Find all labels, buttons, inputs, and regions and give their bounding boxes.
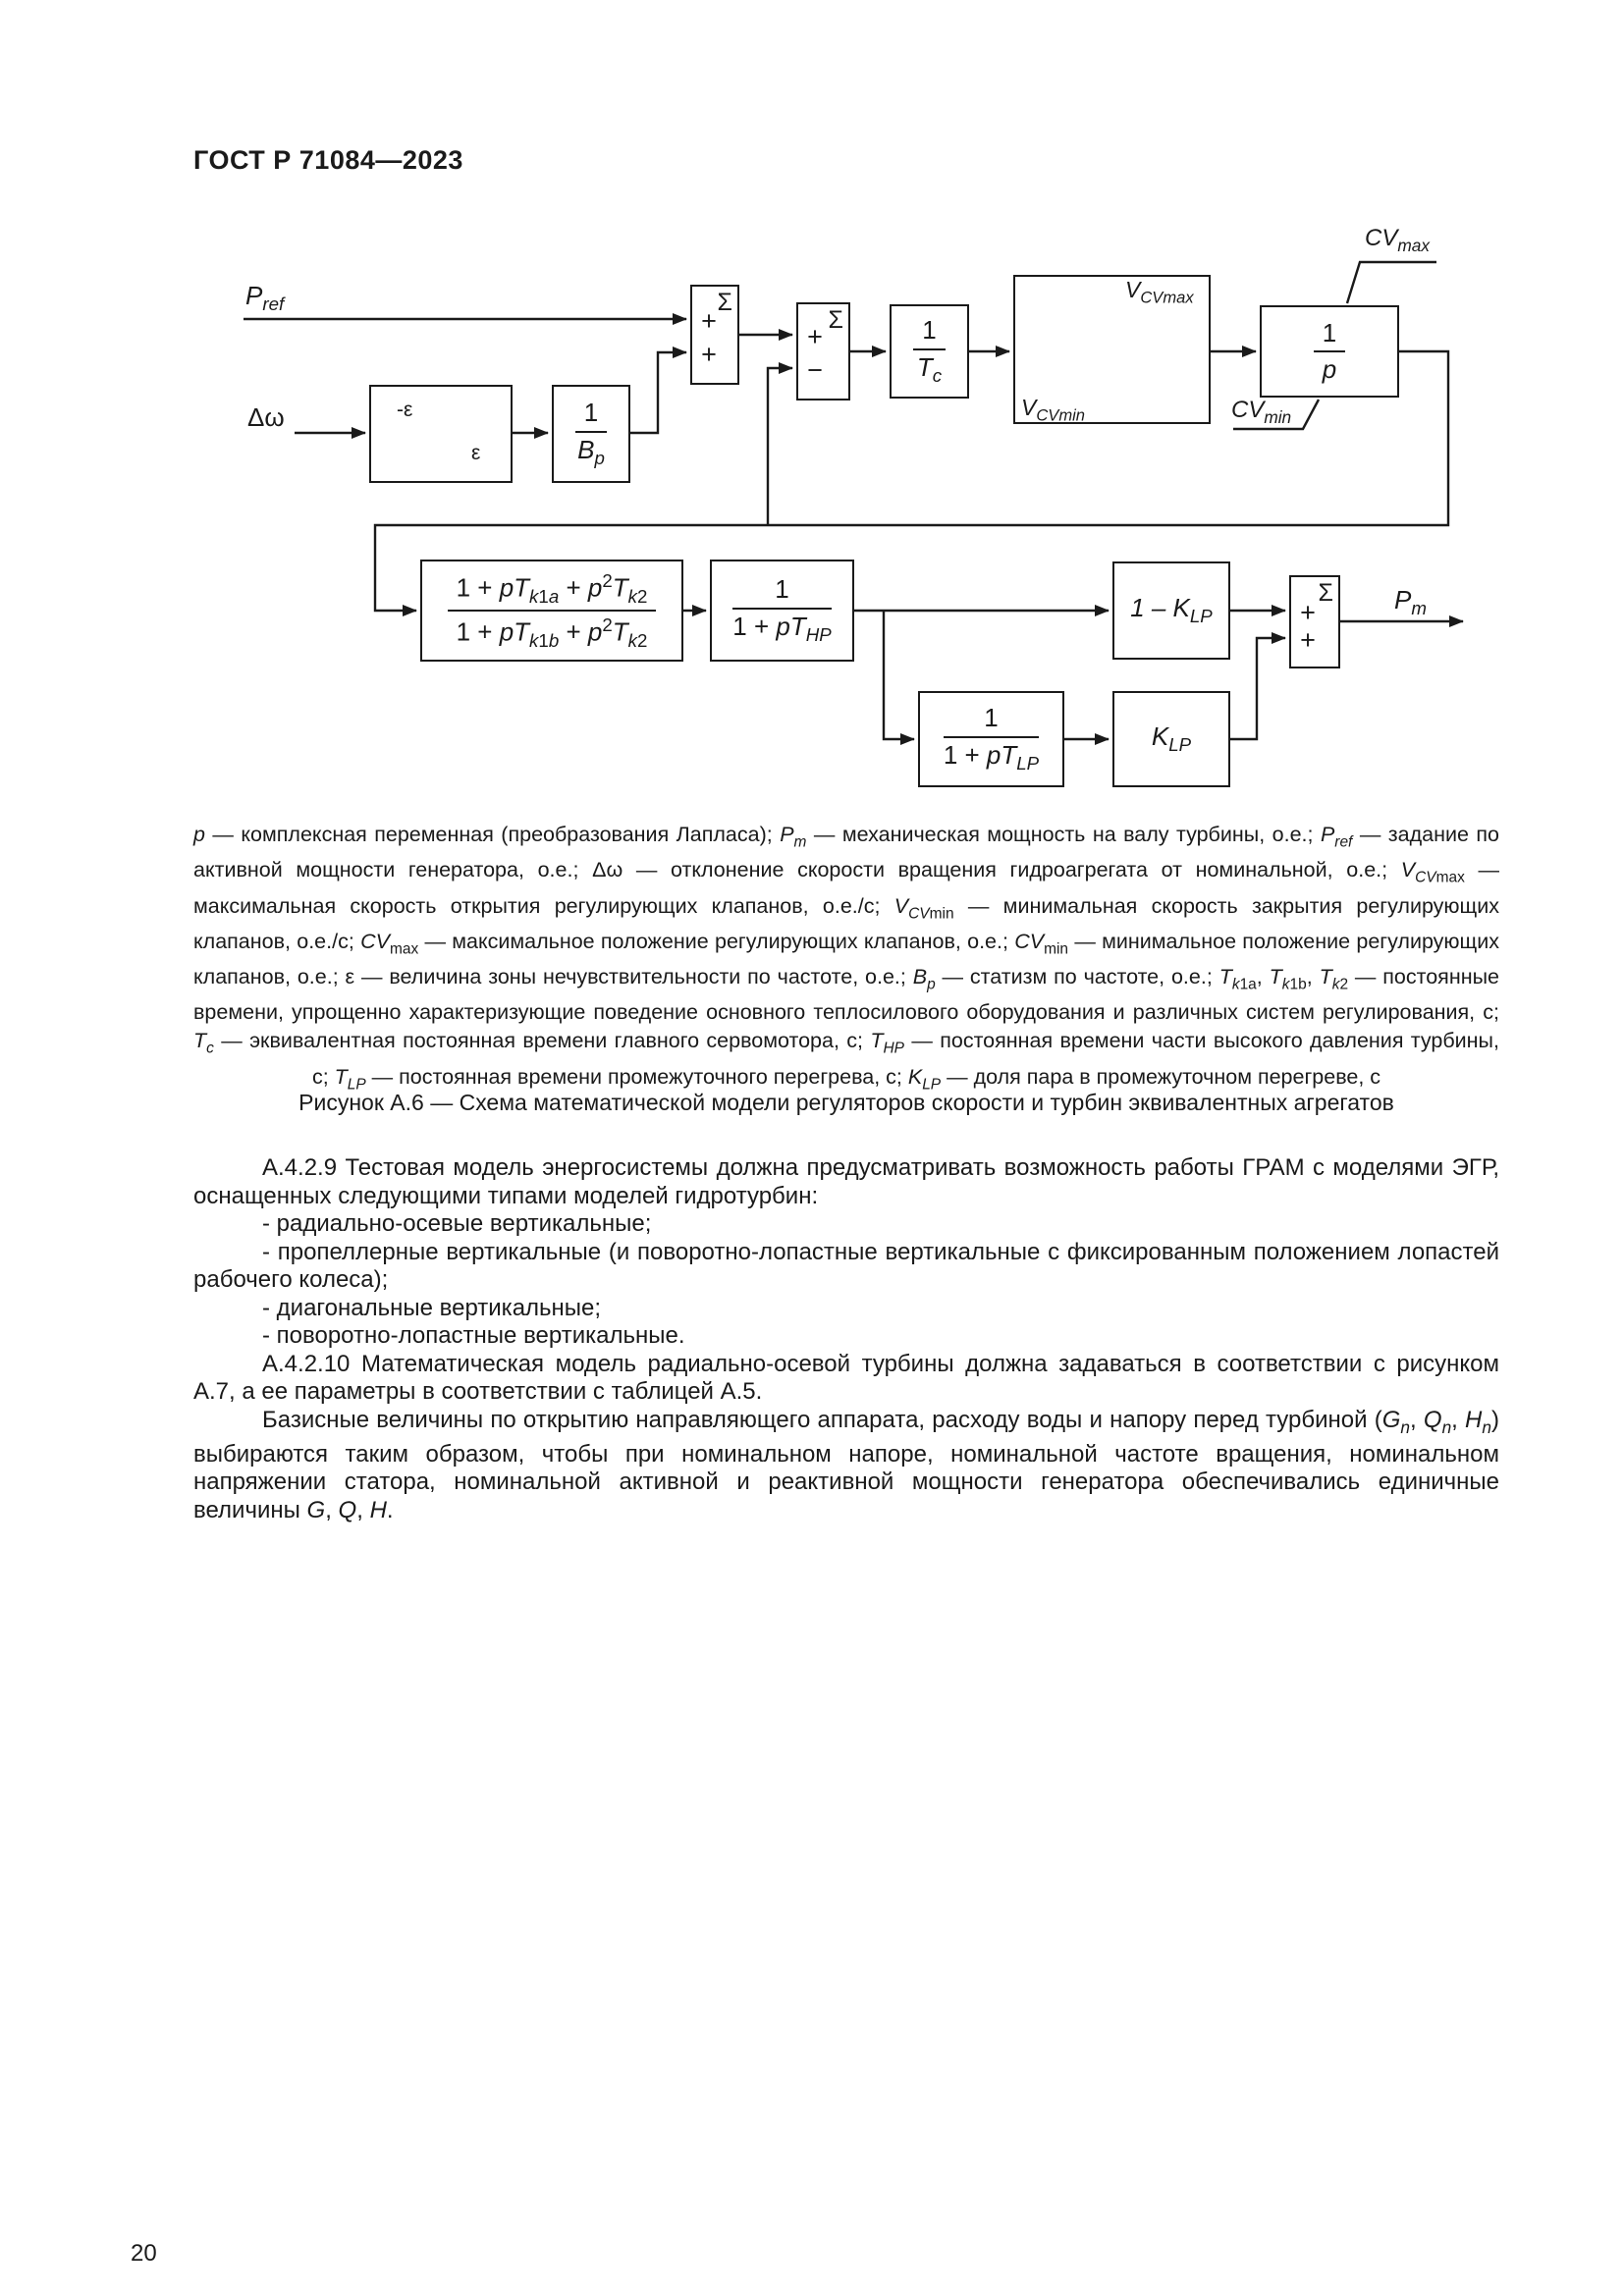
cvmax-limit-label: $CV_{max}$ — [1365, 225, 1430, 255]
summing-junction-1 — [690, 285, 739, 385]
list-item: - радиально-осевые вертикальные; — [262, 1210, 652, 1237]
vcvmax-label: $V_{CVmax}$ — [1125, 277, 1194, 307]
rate-limit-block — [1013, 275, 1211, 424]
sigma-symbol: Σ — [828, 306, 843, 334]
lp-fraction: $\frac{1}{1 + pT_{LP}}$ — [943, 703, 1040, 774]
one-minus-klp-label: $1 - K_{LP}$ — [1130, 593, 1213, 627]
body-text — [193, 1154, 1499, 1524]
plus-sign: + — [1300, 625, 1316, 655]
list-item: - поворотно-лопастные вертикальные. — [262, 1322, 685, 1349]
output-label-pm: $P_m$ — [1394, 585, 1427, 619]
droop-gain-fraction: $\frac{1}{B_p}$ — [575, 400, 607, 467]
servomotor-block — [890, 304, 969, 399]
plus-sign: + — [807, 322, 823, 351]
integrator-fraction: $\frac{1}{p}$ — [1314, 320, 1345, 384]
reheat-block — [918, 691, 1064, 787]
input-label-pref: $P_{ref}$ — [245, 281, 285, 315]
cvmin-limit-label: $CV_{min}$ — [1231, 397, 1292, 427]
minus-sign: − — [807, 355, 823, 385]
leadlag-block — [420, 560, 683, 662]
leadlag-fraction: $\frac{1 + pT_{k1a} + p^2T_{k2}}{1 + pT_{k1b} + p^2T_{k2}}$ — [448, 571, 657, 651]
deadband-neg-eps-label: -ε — [397, 399, 413, 421]
servomotor-fraction: $\frac{1}{T_c}$ — [913, 317, 945, 385]
plus-sign: + — [701, 306, 717, 336]
deadband-block — [369, 385, 513, 483]
one-minus-klp-block — [1112, 561, 1230, 660]
deadband-pos-eps-label: ε — [471, 442, 481, 464]
summing-junction-3 — [1289, 575, 1340, 668]
paragraph-a429: А.4.2.9 Тестовая модель энергосистемы должна предусматривать возможность работы ГРАМ с моделями ЭГР, оснащенных следующими типами моделей гидротурбин: — [193, 1154, 1499, 1209]
summing-junction-2 — [796, 302, 850, 400]
page-number: 20 — [131, 2240, 157, 2267]
hp-turbine-block — [710, 560, 854, 662]
list-item: - пропеллерные вертикальные (и поворотно-лопастные вертикальные с фиксированным положением лопастей рабочего колеса); — [193, 1238, 1499, 1293]
integrator-block — [1260, 305, 1399, 398]
page-header: ГОСТ Р 71084—2023 — [193, 145, 463, 175]
figure-legend: p — комплексная переменная (преобразования Лапласа); $P_m$ — механическая мощность на валу турбины, о.е.; $P_{ref}$ — задание по активной мощности генератора, о.е.; Δω — отклонение скорости вращения гидроагрегата от номинальной, о.е.; $V_{CVmax}$ — максимальная скорость открытия регулирующих клапанов, о.е./с; $V_{CVmin}$ — минимальная скорость закрытия регулирующих клапанов, о.е./с; $CV_{max}$ — максимальное положение регулирующих клапанов, о.е.; $CV_{min}$ — минимальное положение регулирующих клапанов, о.е.; ε — величина зоны нечувствительности по частоте, о.е.; $B_p$ — статизм по частоте, о.е.; $T_{k1a}$, $T_{k1b}$, $T_{k2}$ — постоянные времени, упрощенно характеризующие поведение основного теплосилового оборудования и различных систем регулирования, с; $T_c$ — эквивалентная постоянная времени главного сервомотора, с; $T_{HP}$ — постоянная времени части высокого давления турбины, с; $T_{LP}$ — постоянная времени промежуточного перегрева, с; $K_{LP}$ — доля пара в промежуточном перегреве, с — [193, 823, 1500, 1094]
hp-fraction: $\frac{1}{1 + pT_{HP}}$ — [732, 574, 832, 645]
sigma-symbol: Σ — [717, 289, 732, 316]
paragraph-base-values: Базисные величины по открытию направляющего аппарата, расходу воды и напору перед турбиной ($G_n$, $Q_n$, $H_n$) выбираются таким образом, чтобы при номинальном напоре, номинальной частоте вращения, номинальном напряжении статора, номинальной активной и реактивной мощности генератора обеспечивались единичные величины G, Q, H. — [193, 1406, 1499, 1523]
input-label-delta-omega: Δω — [247, 402, 285, 432]
diagram-wires — [0, 0, 1624, 815]
klp-block — [1112, 691, 1230, 787]
plus-sign: + — [701, 340, 717, 369]
figure-caption: Рисунок А.6 — Схема математической модели регуляторов скорости и турбин эквивалентных агрегатов — [298, 1090, 1394, 1115]
sigma-symbol: Σ — [1318, 579, 1333, 607]
klp-label: $K_{LP}$ — [1151, 721, 1192, 756]
paragraph-a4210: А.4.2.10 Математическая модель радиально-осевой турбины должна задаваться в соответствии с рисунком А.7, а ее параметры в соответствии с таблицей А.5. — [193, 1350, 1499, 1405]
vcvmin-label: $V_{CVmin}$ — [1021, 395, 1086, 425]
list-item: - диагональные вертикальные; — [262, 1294, 602, 1321]
droop-gain-block — [552, 385, 630, 483]
plus-sign: + — [1300, 598, 1316, 627]
